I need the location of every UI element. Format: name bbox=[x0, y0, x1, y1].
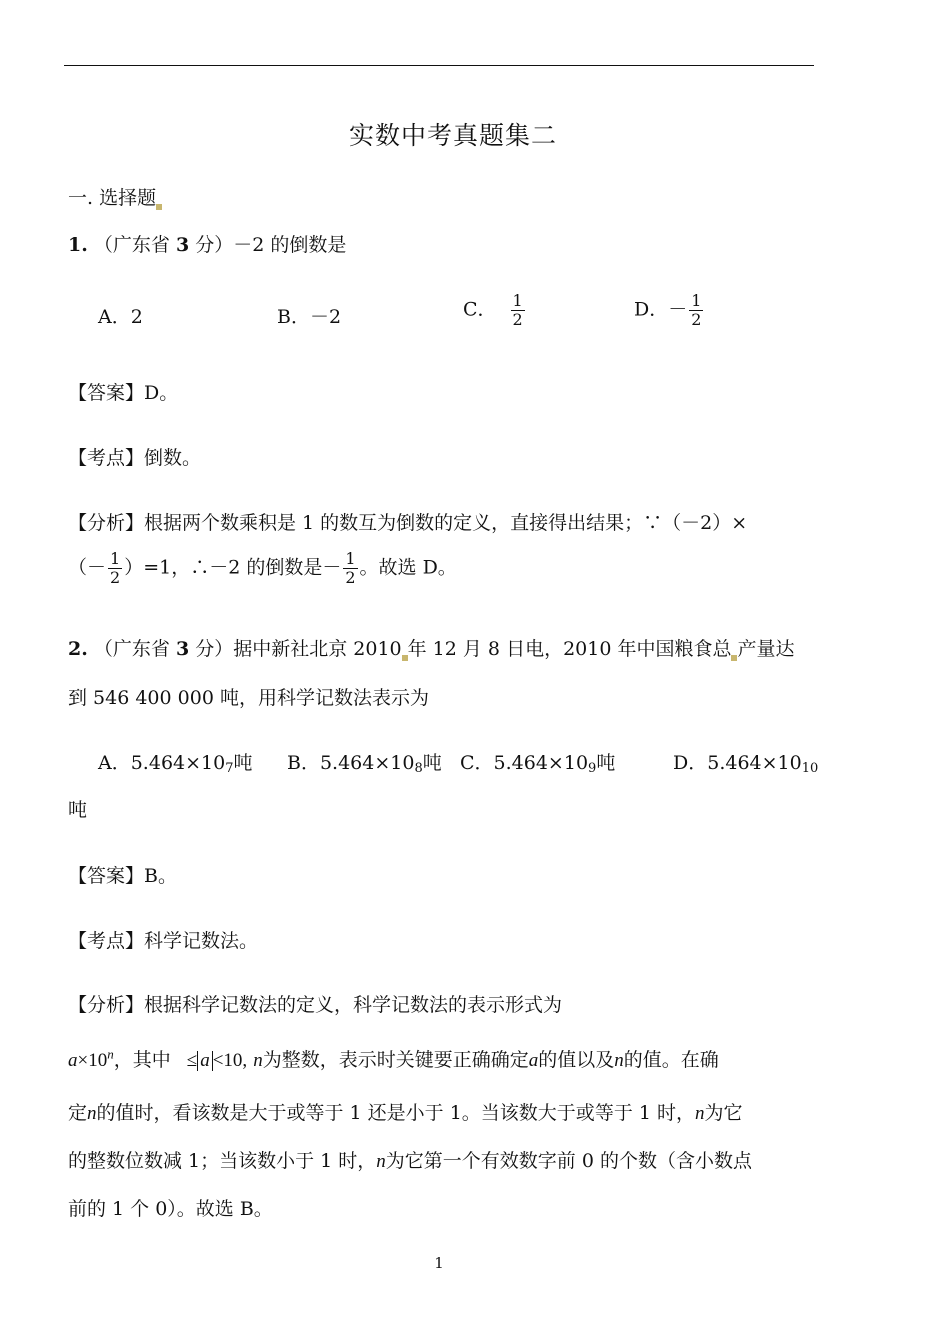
q1-option-a: A．2 bbox=[98, 306, 143, 328]
fraction: $\frac{1}{2}$ bbox=[691, 291, 702, 329]
q1-analysis-line1: 【分析】根据两个数乘积是 1 的数互为倒数的定义，直接得出结果；∵（－2）× bbox=[68, 512, 748, 534]
q2-option-c: C．5.464×109吨 bbox=[460, 752, 616, 776]
q1-option-d: D．－ $\frac{1}{2}$ bbox=[634, 291, 702, 329]
q1-answer: 【答案】D。 bbox=[68, 382, 179, 404]
q1-option-b: B．－2 bbox=[277, 306, 342, 328]
fraction: $\frac{1}{2}$ bbox=[345, 549, 356, 587]
q2-stem-line1: 2. （广东省 3 分）据中新社北京 2010 年 12 月 8 日电，2010 年中国粮食总 产量达 bbox=[68, 638, 795, 660]
q2-option-a: A．5.464×107吨 bbox=[98, 752, 253, 776]
q2-analysis-line5: 前的 1 个 0）。故选 B。 bbox=[68, 1198, 273, 1220]
absolute-value: a bbox=[197, 1051, 213, 1071]
page-number: 1 bbox=[434, 1254, 444, 1272]
q2-point: 【考点】科学记数法。 bbox=[68, 930, 259, 952]
q2-analysis-line1: 【分析】根据科学记数法的定义，科学记数法的表示形式为 bbox=[68, 994, 563, 1016]
header-rule bbox=[64, 65, 814, 66]
q2-analysis-line4: 的整数位数减 1；当该数小于 1 时，n为它第一个有效数字前 0 的个数（含小数点 bbox=[68, 1150, 752, 1172]
fraction: $\frac{1}{2}$ bbox=[110, 549, 121, 587]
section-heading: 一. 选择题 bbox=[68, 183, 162, 210]
q1-point: 【考点】倒数。 bbox=[68, 447, 202, 469]
fraction: $\frac{1}{2}$ bbox=[512, 291, 523, 329]
q2-option-b: B．5.464×108吨 bbox=[287, 752, 442, 776]
q2-analysis-line3: 定n的值时，看该数是大于或等于 1 还是小于 1。当该数大于或等于 1 时，n为它 bbox=[68, 1102, 743, 1124]
q2-option-d: D．5.464×1010 bbox=[673, 752, 819, 776]
q2-option-d-unit: 吨 bbox=[68, 799, 88, 821]
q1-analysis-line2: （－ $\frac{1}{2}$ ）=1，∴－2 的倒数是－ $\frac{1}{2}$ 。故选 D。 bbox=[68, 549, 457, 587]
page-title: 实数中考真题集二 bbox=[348, 121, 557, 150]
q2-analysis-line2: $a\times 10^n$，其中 ≤ a <10, n为整数，表示时关键要正确确定a的值以及n的值。在确 bbox=[68, 1046, 719, 1071]
q2-answer: 【答案】B。 bbox=[68, 865, 177, 887]
q1-option-c: C． $\frac{1}{2}$ bbox=[463, 291, 523, 329]
edit-mark bbox=[156, 204, 162, 210]
q1-stem: 1. （广东省 3 分）－2 的倒数是 bbox=[68, 234, 347, 256]
q2-stem-line2: 到 546 400 000 吨，用科学记数法表示为 bbox=[68, 687, 429, 709]
